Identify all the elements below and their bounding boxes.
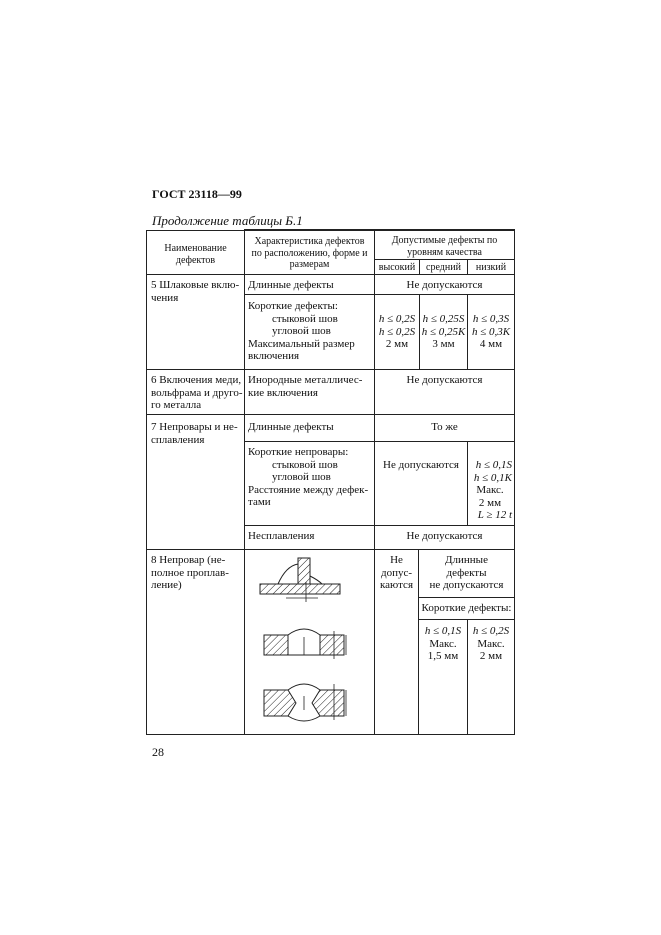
header-characteristic: Характеристика дефектов по расположению, форме и размерам [251,236,368,270]
standard-code: ГОСТ 23118—99 [152,187,242,201]
row8-high: Не допус- каются [379,554,414,591]
row5-short: Короткие дефекты: стыковой шов угловой шов Максимальный размер включения [248,300,355,362]
table-continuation-caption: Продолжение таблицы Б.1 [152,213,303,228]
fillet-weld-figure [256,554,346,612]
row8-medium: h ≤ 0,1S Макс. 1,5 мм [424,625,462,662]
row7-long: Длинные дефекты [248,421,334,433]
row7-short: Короткие непровары: стыковой шов угловой шов Расстояние между дефек- тами [248,446,369,508]
header-allowed: Допустимые дефекты по уровням качества [391,235,498,258]
row7-high-medium: Не допускаются [383,459,459,471]
header-medium: средний [426,262,461,273]
row5-medium: h ≤ 0,25S h ≤ 0,25K 3 мм [421,313,466,350]
header-name: Наименование дефектов [164,243,227,266]
row7-fusion: Несплавления [248,530,315,542]
row7-name: 7 Непровары и не- сплавления [151,421,238,446]
row5-high: h ≤ 0,2S h ≤ 0,2S 2 мм [378,313,416,350]
row6-name: 6 Включения меди, вольфрама и друго- го металла [151,374,243,411]
butt-weld-figure [260,625,356,667]
double-butt-weld-figure [260,680,356,726]
row6-allowed: Не допускаются [406,374,483,386]
row8-name: 8 Непровар (не- полное проплав- ление) [151,554,229,591]
row8-long: Длинные дефекты не допускаются [429,554,504,591]
row7-fusion-allowed: Не допускаются [406,530,483,542]
row7-long-allowed: То же [431,421,458,433]
row5-low: h ≤ 0,3S h ≤ 0,3K 4 мм [471,313,511,350]
row5-long: Длинные дефекты [248,279,334,291]
page-number: 28 [152,745,164,759]
row6-characteristic: Инородные металличес- кие включения [248,374,363,399]
row7-low: h ≤ 0,1S h ≤ 0,1K Макс. 2 мм L ≥ 12 t [473,459,512,521]
row8-low: h ≤ 0,2S Макс. 2 мм [472,625,510,662]
header-low: низкий [475,262,507,273]
row5-long-allowed: Не допускаются [406,279,483,291]
row8-short: Короткие дефекты: [421,602,512,614]
row5-name: 5 Шлаковые вклю- чения [151,279,240,304]
header-high: высокий [378,262,416,273]
